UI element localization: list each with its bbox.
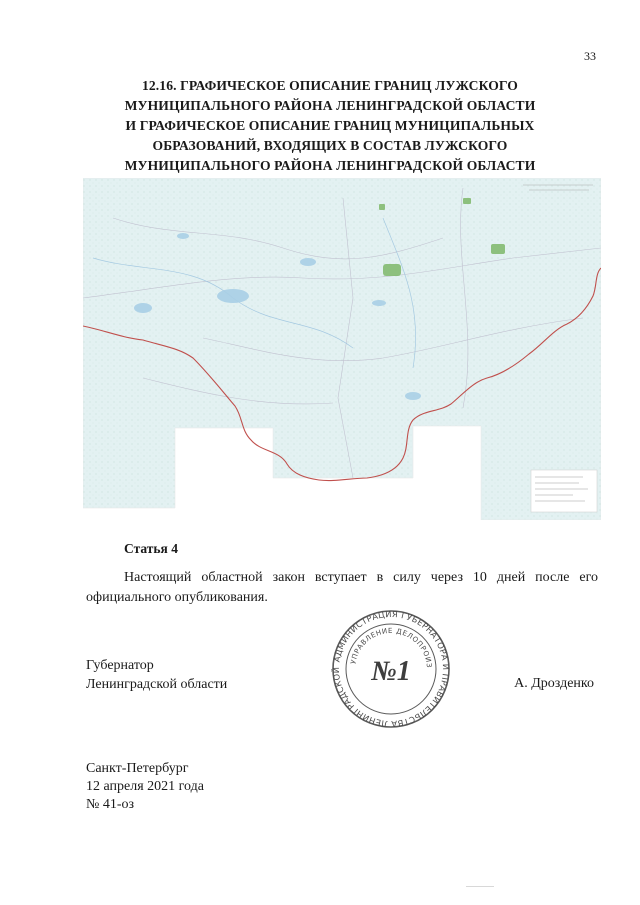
heading-line: МУНИЦИПАЛЬНОГО РАЙОНА ЛЕНИНГРАДСКОЙ ОБЛАСТИ: [124, 158, 536, 173]
footer-date: 12 апреля 2021 года: [86, 779, 204, 794]
district-boundary-map: [83, 178, 601, 520]
signatory-name: А. Дрозденко: [514, 676, 594, 691]
page-bottom-mark: [466, 886, 494, 887]
page-number: 33: [584, 49, 596, 63]
seal-image: [316, 608, 466, 730]
seal-number: №1: [371, 656, 411, 687]
signatory-line: Ленинградской области: [86, 677, 228, 692]
article-title: Статья 4: [124, 541, 178, 556]
heading-line: ОБРАЗОВАНИЙ, ВХОДЯЩИХ В СОСТАВ ЛУЖСКОГО: [152, 138, 508, 153]
map-image: [83, 178, 601, 520]
footer-city: Санкт-Петербург: [86, 761, 189, 776]
section-heading: [80, 76, 580, 176]
article-body: Настоящий областной закон вступает в силу через 10 дней после его официального опубликования.: [86, 570, 598, 605]
seal-inner-text: УПРАВЛЕНИЕ ДЕЛОПРОИЗ: [349, 626, 434, 669]
document-footer: [86, 760, 204, 814]
seal-outer-text: АДМИНИСТРАЦИЯ ГУБЕРНАТОРА И ПРАВИТЕЛЬСТВА ЛЕНИНГРАДСКОЙ: [330, 608, 452, 730]
map-legend: [531, 470, 597, 512]
footer-law-number: № 41-оз: [86, 797, 135, 812]
heading-line: И ГРАФИЧЕСКОЕ ОПИСАНИЕ ГРАНИЦ МУНИЦИПАЛЬНЫХ: [125, 118, 535, 133]
official-seal: [316, 608, 466, 730]
signatory-line: Губернатор: [86, 658, 154, 673]
signatory-position: [86, 656, 227, 694]
heading-line: МУНИЦИПАЛЬНОГО РАЙОНА ЛЕНИНГРАДСКОЙ ОБЛАСТИ: [124, 98, 536, 113]
map-background: [83, 178, 601, 520]
heading-line: 12.16. ГРАФИЧЕСКОЕ ОПИСАНИЕ ГРАНИЦ ЛУЖСКОГО: [142, 78, 518, 93]
